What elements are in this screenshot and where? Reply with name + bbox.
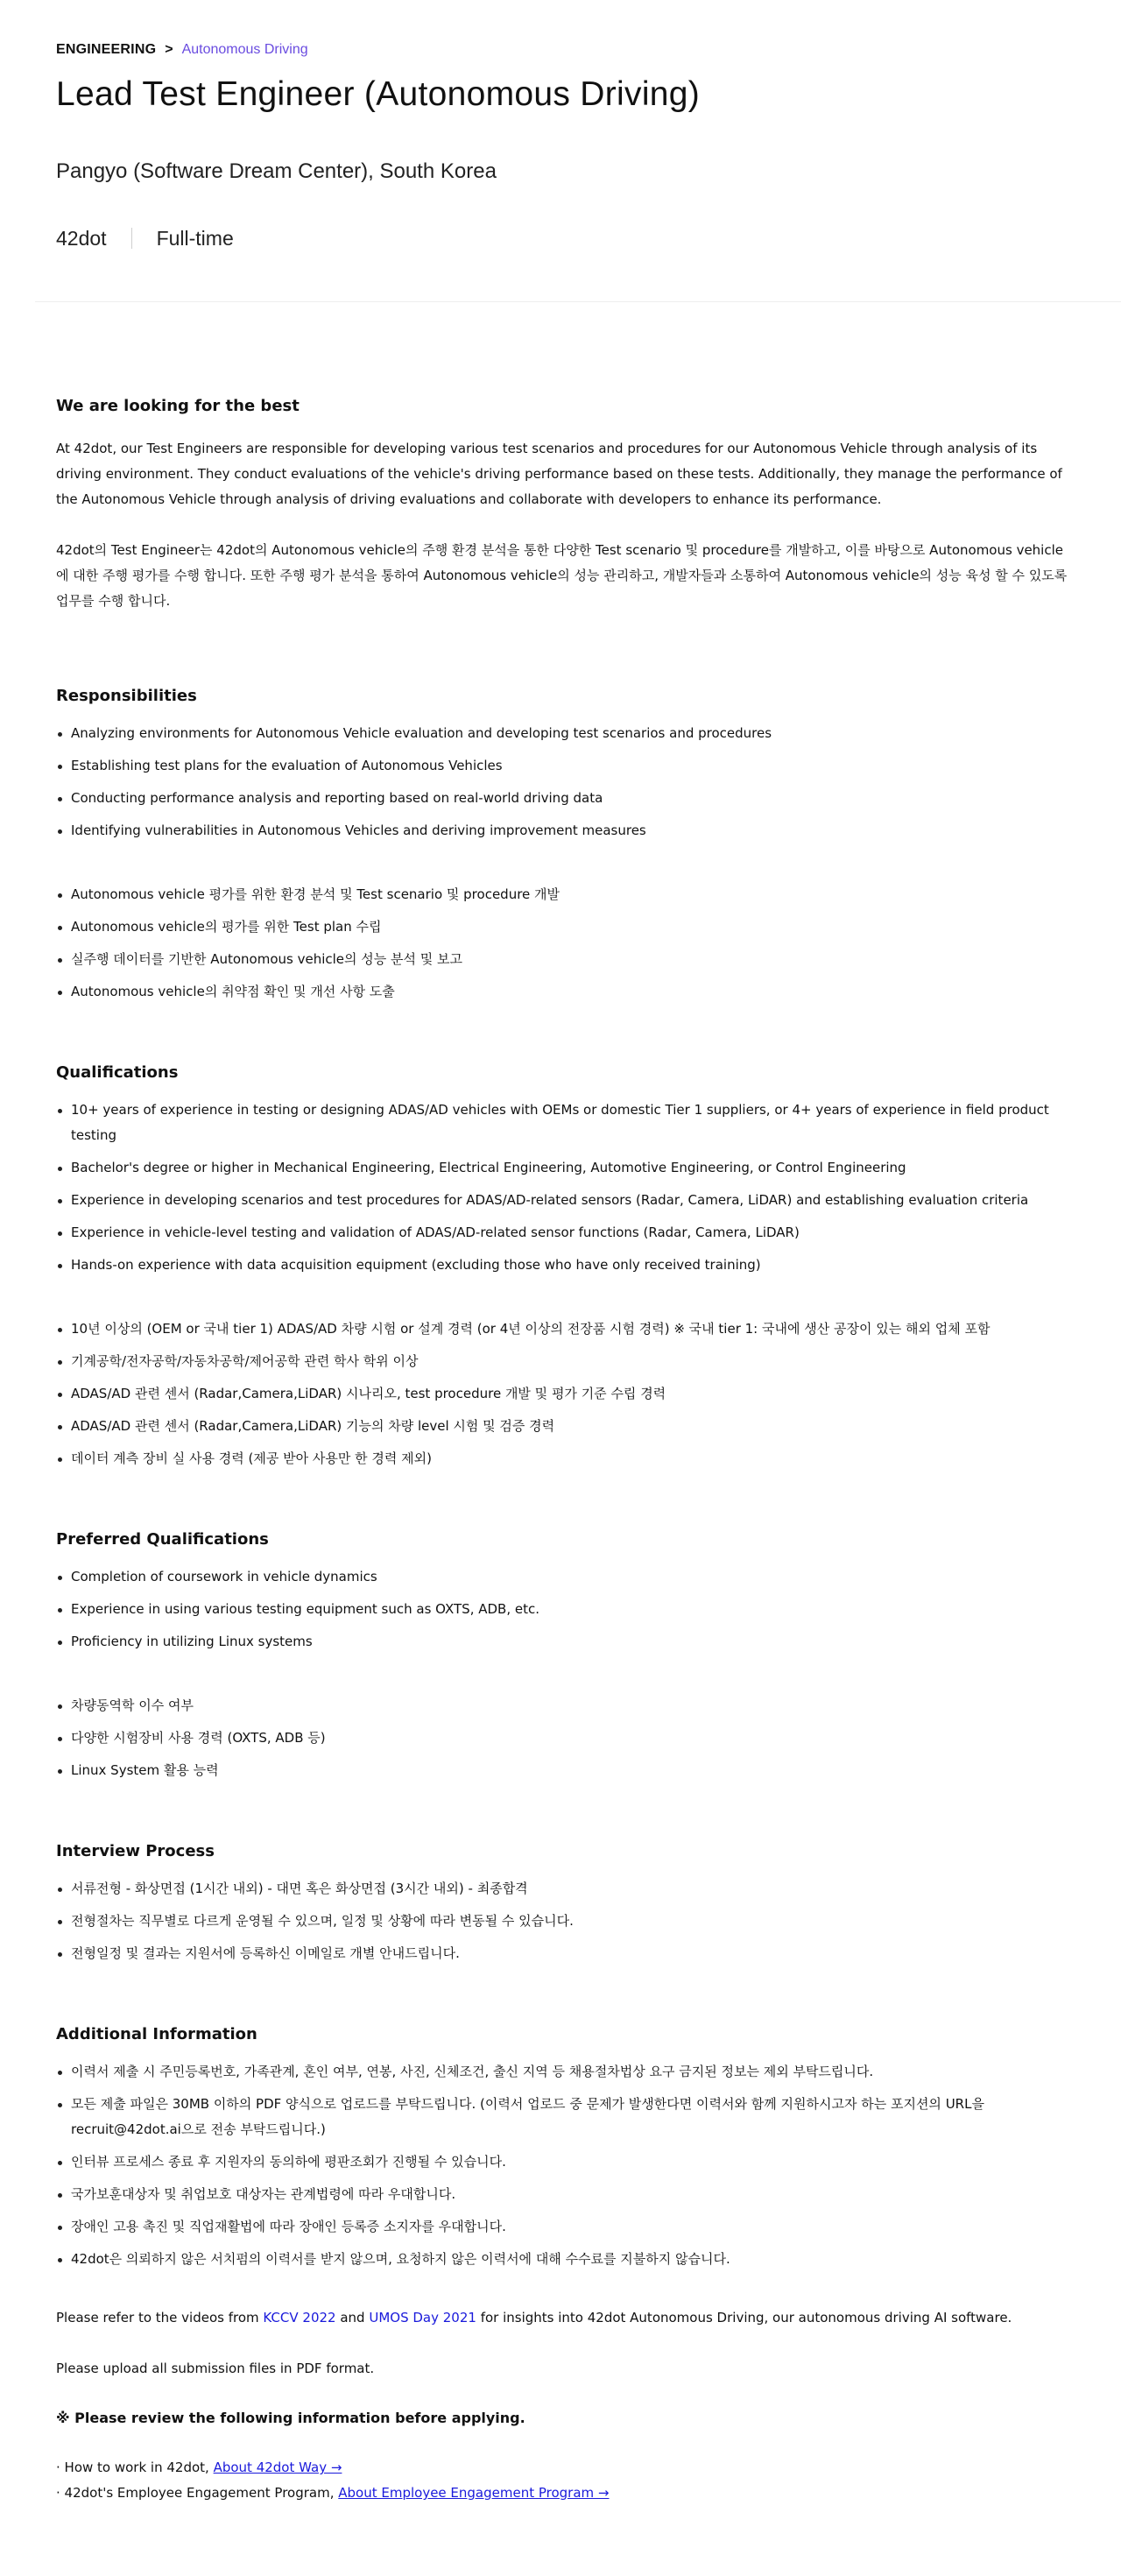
meta-divider (131, 228, 132, 249)
list-item: Identifying vulnerabilities in Autonomous Vehicles and deriving improvement measures (56, 818, 1072, 843)
list-item: 이력서 제출 시 주민등록번호, 가족관계, 혼인 여부, 연봉, 사진, 신체조건, 출신 지역 등 채용절차법상 요구 금지된 정보는 제외 부탁드립니다. (56, 2059, 1072, 2085)
list-item: 실주행 데이터를 기반한 Autonomous vehicle의 성능 분석 및 보고 (56, 947, 1072, 972)
list-item: Bachelor's degree or higher in Mechanical Engineering, Electrical Engineering, Automotive Engineering, or Control Engineering (56, 1155, 1072, 1181)
responsibilities-en-list (56, 721, 1072, 843)
videos-suffix: for insights into 42dot Autonomous Driving, our autonomous driving AI software. (476, 2310, 1012, 2325)
list-item: Proficiency in utilizing Linux systems (56, 1629, 1072, 1655)
section-title-responsibilities: Responsibilities (56, 687, 197, 705)
section-title-qualifications: Qualifications (56, 1063, 179, 1082)
list-item: ADAS/AD 관련 센서 (Radar,Camera,LiDAR) 시나리오, test procedure 개발 및 평가 기준 수립 경력 (56, 1381, 1072, 1407)
list-item: 10년 이상의 (OEM or 국내 tier 1) ADAS/AD 차량 시험 or 설계 경력 (or 4년 이상의 전장품 시험 경력) ※ 국내 tier 1: 국내에 생산 공장이 있는 해외 업체 포함 (56, 1316, 1072, 1342)
way-link-prefix: · How to work in 42dot, (56, 2460, 214, 2475)
way-link-line (56, 2455, 1072, 2481)
breadcrumb-separator-icon: > (165, 42, 173, 57)
list-item: 기계공학/전자공학/자동차공학/제어공학 관련 학사 학위 이상 (56, 1349, 1072, 1374)
intro-en: At 42dot, our Test Engineers are responsible for developing various test scenarios and procedures for our Autonomous Vehicle through analysis of its driving environment. They conduct evaluations of the vehicle's driving performance based on these tests. Additionally, they manage the performance of the Autonomous Vehicle through analysis of driving evaluations and collaborate with developers to enhance its performance. (56, 441, 1062, 507)
intro-ko: 42dot의 Test Engineer는 42dot의 Autonomous vehicle의 주행 환경 분석을 통한 다양한 Test scenario 및 procedure를 개발하고, 이를 바탕으로 Autonomous vehicle에 대한 주행 평가를 수행 합니다. 또한 주행 평가 분석을 통하여 Autonomous vehicle의 성능 관리하고, 개발자들과 소통하여 Autonomous vehicle의 성능 육성 할 수 있도록 업무를 수행 합니다. (56, 542, 1068, 609)
job-description (56, 302, 1072, 2506)
qualifications-en-list (56, 1097, 1072, 1278)
list-item: 모든 제출 파일은 30MB 이하의 PDF 양식으로 업로드를 부탁드립니다. (이력서 업로드 중 문제가 발생한다면 이력서와 함께 지원하시고자 하는 포지션의 URL을 recruit@42dot.ai으로 전송 부탁드립니다.) (56, 2092, 1072, 2142)
list-item: Experience in developing scenarios and test procedures for ADAS/AD-related sensors (Radar, Camera, LiDAR) and establishing evaluation criteria (56, 1188, 1072, 1213)
list-item: 차량동역학 이수 여부 (56, 1693, 1072, 1719)
preferred-ko-list (56, 1693, 1072, 1783)
videos-prefix: Please refer to the videos from (56, 2310, 264, 2325)
list-item: Establishing test plans for the evaluation of Autonomous Vehicles (56, 753, 1072, 779)
breadcrumb-current[interactable]: Autonomous Driving (181, 42, 308, 57)
section-title-additional: Additional Information (56, 2025, 257, 2043)
engagement-link-line (56, 2481, 1072, 2506)
company-name: 42dot (56, 226, 107, 250)
list-item: 10+ years of experience in testing or designing ADAS/AD vehicles with OEMs or domestic Tier 1 suppliers, or 4+ years of experience in field product testing (56, 1097, 1072, 1148)
job-meta (56, 224, 1121, 252)
upload-note: Please upload all submission files in PDF format. (56, 2361, 375, 2376)
list-item: Analyzing environments for Autonomous Vehicle evaluation and developing test scenarios and procedures (56, 721, 1072, 746)
list-item: Experience in using various testing equipment such as OXTS, ADB, etc. (56, 1597, 1072, 1622)
list-item: Experience in vehicle-level testing and validation of ADAS/AD-related sensor functions (Radar, Camera, LiDAR) (56, 1220, 1072, 1246)
videos-note (56, 2305, 1072, 2331)
list-item: 서류전형 - 화상면접 (1시간 내외) - 대면 혹은 화상면접 (3시간 내외) - 최종합격 (56, 1876, 1072, 1902)
list-item: Autonomous vehicle의 취약점 확인 및 개선 사항 도출 (56, 979, 1072, 1005)
section-title-intro: We are looking for the best (56, 397, 300, 415)
job-location: Pangyo (Software Dream Center), South Korea (56, 159, 497, 183)
section-title-interview: Interview Process (56, 1842, 215, 1860)
additional-list (56, 2059, 1072, 2272)
list-item: ADAS/AD 관련 센서 (Radar,Camera,LiDAR) 기능의 차량 level 시험 및 검증 경력 (56, 1414, 1072, 1439)
about-engagement-program-link[interactable]: About Employee Engagement Program → (338, 2485, 610, 2501)
list-item: Autonomous vehicle의 평가를 위한 Test plan 수립 (56, 914, 1072, 940)
list-item: 인터뷰 프로세스 종료 후 지원자의 동의하에 평판조회가 진행될 수 있습니다. (56, 2149, 1072, 2175)
page-title: Lead Test Engineer (Autonomous Driving) (56, 75, 701, 113)
list-item: Completion of coursework in vehicle dynamics (56, 1564, 1072, 1590)
list-item: Hands-on experience with data acquisition equipment (excluding those who have only received training) (56, 1253, 1072, 1278)
videos-and: and (335, 2310, 370, 2325)
responsibilities-ko-list (56, 882, 1072, 1005)
list-item: Conducting performance analysis and reporting based on real-world driving data (56, 786, 1072, 811)
interview-list (56, 1876, 1072, 1966)
kccv-2022-link[interactable]: KCCV 2022 (263, 2310, 336, 2325)
list-item: 국가보훈대상자 및 취업보호 대상자는 관계법령에 따라 우대합니다. (56, 2182, 1072, 2207)
list-item: Autonomous vehicle 평가를 위한 환경 분석 및 Test scenario 및 procedure 개발 (56, 882, 1072, 907)
breadcrumb (56, 0, 1121, 60)
employment-type: Full-time (156, 226, 234, 250)
list-item: 전형절차는 직무별로 다르게 운영될 수 있으며, 일정 및 상황에 따라 변동될 수 있습니다. (56, 1909, 1072, 1934)
list-item: 전형일정 및 결과는 지원서에 등록하신 이메일로 개별 안내드립니다. (56, 1941, 1072, 1966)
umos-day-2021-link[interactable]: UMOS Day 2021 (369, 2310, 476, 2325)
list-item: 42dot은 의뢰하지 않은 서치펌의 이력서를 받지 않으며, 요청하지 않은 이력서에 대해 수수료를 지불하지 않습니다. (56, 2247, 1072, 2272)
list-item: 장애인 고용 촉진 및 직업재활법에 따라 장애인 등록증 소지자를 우대합니다. (56, 2214, 1072, 2240)
breadcrumb-root[interactable]: ENGINEERING (56, 42, 157, 57)
list-item: Linux System 활용 능력 (56, 1758, 1072, 1783)
engagement-link-prefix: · 42dot's Employee Engagement Program, (56, 2485, 339, 2501)
about-42dot-way-link[interactable]: About 42dot Way → (213, 2460, 342, 2475)
review-note: ※ Please review the following information before applying. (56, 2410, 525, 2426)
section-title-preferred: Preferred Qualifications (56, 1530, 269, 1549)
list-item: 데이터 계측 장비 실 사용 경력 (제공 받아 사용만 한 경력 제외) (56, 1446, 1072, 1471)
qualifications-ko-list (56, 1316, 1072, 1471)
list-item: 다양한 시험장비 사용 경력 (OXTS, ADB 등) (56, 1726, 1072, 1751)
preferred-en-list (56, 1564, 1072, 1655)
